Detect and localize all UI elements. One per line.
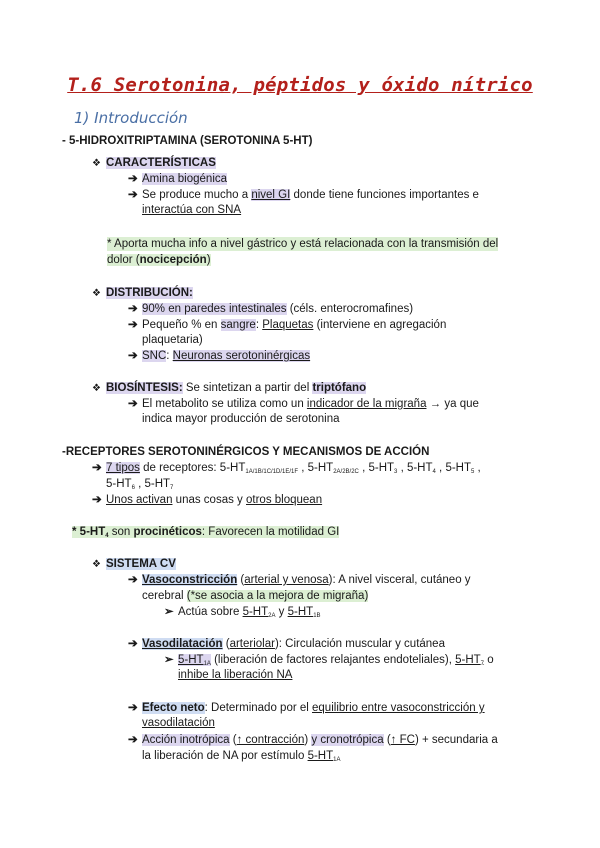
list-item-cont: cerebral (*se asocia a la mejora de migraña) [142,590,369,602]
pointer-bullet-icon: ➢ [164,654,174,666]
arrow-bullet-icon: ➔ [92,494,102,506]
page-title: T.6 Serotonina, péptidos y óxido nítrico [67,74,533,96]
arrow-bullet-icon: ➔ [128,189,138,201]
list-item: ➔ Efecto neto: Determinado por el equilibrio entre vasoconstricción y [128,702,485,714]
diamond-bullet-icon: ❖ [92,383,101,394]
arrow-bullet-icon: ➔ [128,350,138,362]
note-line: dolor (nocicepción) [107,254,211,266]
list-item-cont: $5-HT_6$ , $5-HT_7$ [106,478,174,491]
list-item: ➔ 7 tipos de receptores: $5-HT_{1A/1B/1C/1D/1E/1F}$ , $5-HT_{2A/2B/2C}$ , $5-HT_3$ , $5-HT_4$ , $5-HT_5$ , [92,462,481,475]
arrow-bullet-icon: ➔ [128,303,138,315]
list-item: ➔ 90% en paredes intestinales (céls. enterocromafines) [128,303,414,315]
list-item-cont: interactúa con SNA [142,204,242,216]
list-item-cont: vasodilatación [142,717,215,729]
list-item: ➔ SNC: Neuronas serotoninérgicas [128,350,311,362]
section-heading: 1) Introducción [74,109,188,127]
pointer-bullet-icon: ➢ [164,606,174,618]
list-item: ➔ Acción inotrópica (↑ contracción) y cronotrópica (↑ FC) + secundaria a [128,734,498,746]
list-item: ➔ Unos activan unas cosas y otros bloquean [92,494,323,506]
list-item-cont: plaquetaria) [142,334,203,346]
note-line: * Aporta mucha info a nivel gástrico y está relacionada con la transmisión del [107,238,499,250]
arrow-bullet-icon: ➔ [92,462,102,474]
note-line: * $5-HT_4$ son procinéticos: Favorecen la motilidad GI [72,526,340,539]
sub-item: ➢ Actúa sobre $5-HT_{2A}$ y $5-HT_{1B}$ [164,606,321,619]
list-item: ➔ Se produce mucho a nivel GI donde tiene funciones importantes e [128,189,479,201]
arrow-bullet-icon: ➔ [128,173,138,185]
sub-item: ➢ $5-HT_{1A}$ (liberación de factores relajantes endoteliales), $5-HT_7$ o [164,654,494,667]
diamond-bullet-icon: ❖ [92,559,101,570]
caracteristicas-heading: ❖ CARACTERÍSTICAS [92,157,216,169]
list-item: ➔ Vasoconstricción (arterial y venosa): A nivel visceral, cutáneo y [128,574,471,586]
list-item: ➔ Pequeño % en sangre: Plaquetas (interviene en agregación [128,319,447,331]
biosintesis-heading: ❖ BIOSÍNTESIS: Se sintetizan a partir del triptófano [92,382,367,394]
list-item: ➔ Amina biogénica [128,173,228,185]
arrow-bullet-icon: ➔ [128,574,138,586]
arrow-bullet-icon: ➔ [128,702,138,714]
diamond-bullet-icon: ❖ [92,158,101,169]
list-item: ➔ El metabolito se utiliza como un indicador de la migraña → ya que [128,398,479,410]
receptores-heading: -RECEPTORES SEROTONINÉRGICOS Y MECANISMOS DE ACCIÓN [62,446,430,458]
subheader: - 5-HIDROXITRIPTAMINA (SEROTONINA 5-HT) [62,135,313,147]
distribucion-heading: ❖ DISTRIBUCIÓN: [92,287,193,299]
arrow-bullet-icon: ➔ [128,398,138,410]
list-item: ➔ Vasodilatación (arteriolar): Circulación muscular y cutánea [128,638,445,650]
sub-item-cont: inhibe la liberación NA [178,669,293,681]
arrow-bullet-icon: ➔ [128,638,138,650]
diamond-bullet-icon: ❖ [92,288,101,299]
arrow-bullet-icon: ➔ [128,319,138,331]
sistema-cv-heading: ❖ SISTEMA CV [92,558,176,570]
list-item-cont: la liberación de NA por estímulo $5-HT_{1A}$ [142,750,341,763]
list-item-cont: indica mayor producción de serotonina [142,413,340,425]
arrow-bullet-icon: ➔ [128,734,138,746]
